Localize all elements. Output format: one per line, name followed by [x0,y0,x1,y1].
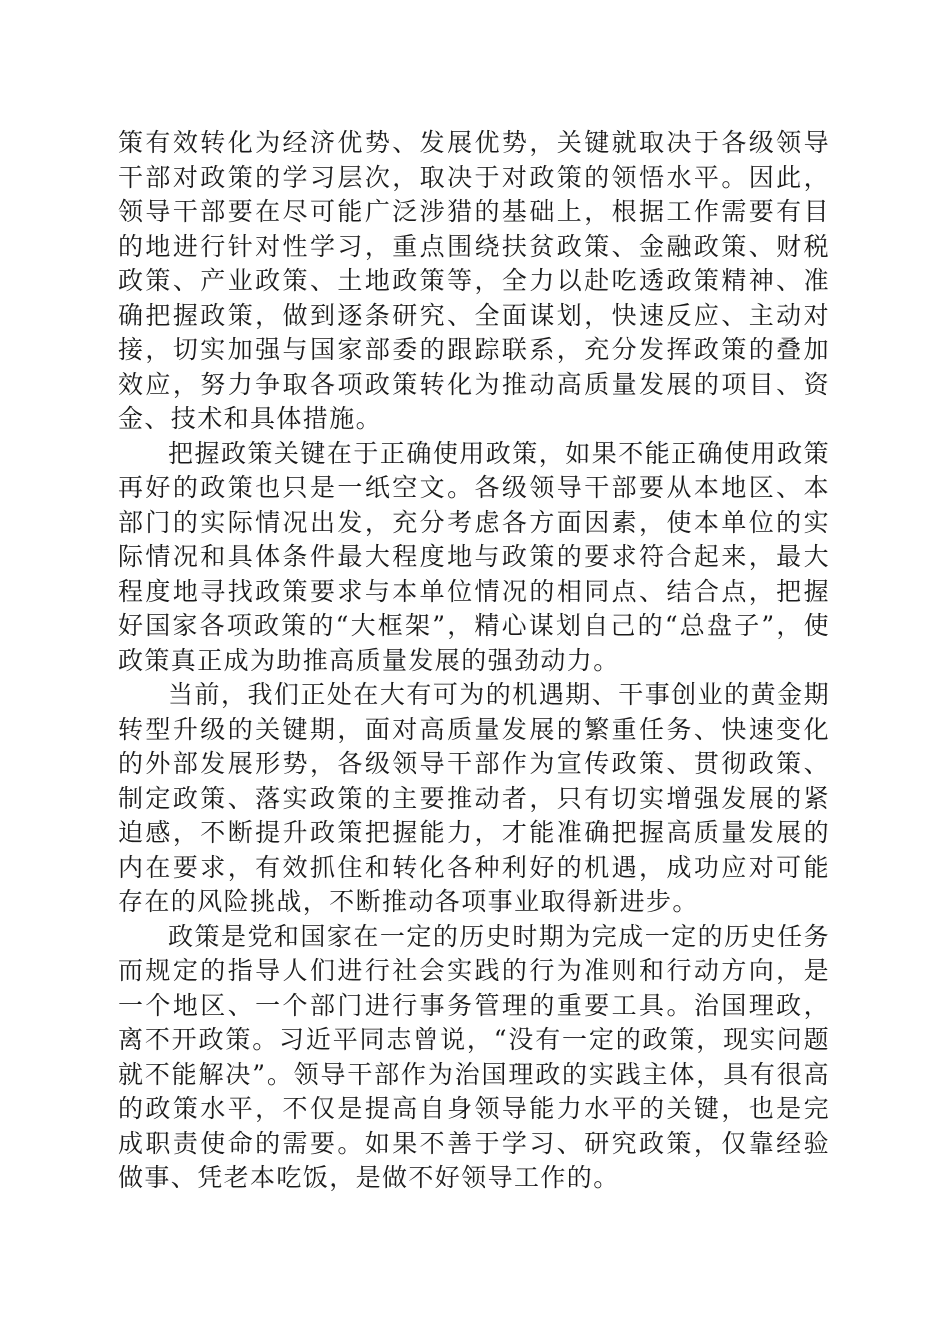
paragraph-continuation: 策有效转化为经济优势、发展优势，关键就取决于各级领导干部对政策的学习层次，取决于对政策的领悟水平。因此，领导干部要在尽可能广泛涉猎的基础上，根据工作需要有目的地进行针对性学习，重点围绕扶贫政策、金融政策、财税政策、产业政策、土地政策等，全力以赴吃透政策精神、准确把握政策，做到逐条研究、全面谋划，快速反应、主动对接，切实加强与国家部委的跟踪联系，充分发挥政策的叠加效应，努力争取各项政策转化为推动高质量发展的项目、资金、技术和具体措施。 [118,128,830,433]
paragraph-current-period: 当前，我们正处在大有可为的机遇期、干事创业的黄金期转型升级的关键期，面对高质量发展的繁重任务、快速变化的外部发展形势，各级领导干部作为宣传政策、贯彻政策、制定政策、落实政策的主要推动者，只有切实增强发展的紧迫感，不断提升政策把握能力，才能准确把握高质量发展的内在要求，有效抓住和转化各种利好的机遇，成功应对可能存在的风险挑战，不断推动各项事业取得新进步。 [118,680,830,916]
paragraph-policy-definition: 政策是党和国家在一定的历史时期为完成一定的历史任务而规定的指导人们进行社会实践的行为准则和行动方向，是一个地区、一个部门进行事务管理的重要工具。治国理政，离不开政策。习近平同志曾说，“没有一定的政策，现实问题就不能解决”。领导干部作为治国理政的实践主体，具有很高的政策水平，不仅是提高自身领导能力水平的关键，也是完成职责使命的需要。如果不善于学习、研究政策，仅靠经验做事、凭老本吃饭，是做不好领导工作的。 [118,921,830,1192]
paragraph-grasp-policy: 把握政策关键在于正确使用政策，如果不能正确使用政策再好的政策也只是一纸空文。各级领导干部要从本地区、本部门的实际情况出发，充分考虑各方面因素，使本单位的实际情况和具体条件最大程度地与政策的要求符合起来，最大程度地寻找政策要求与本单位情况的相同点、结合点，把握好国家各项政策的“大框架”，精心谋划自己的“总盘子”，使政策真正成为助推高质量发展的强劲动力。 [118,438,830,675]
document-body [118,126,830,1196]
